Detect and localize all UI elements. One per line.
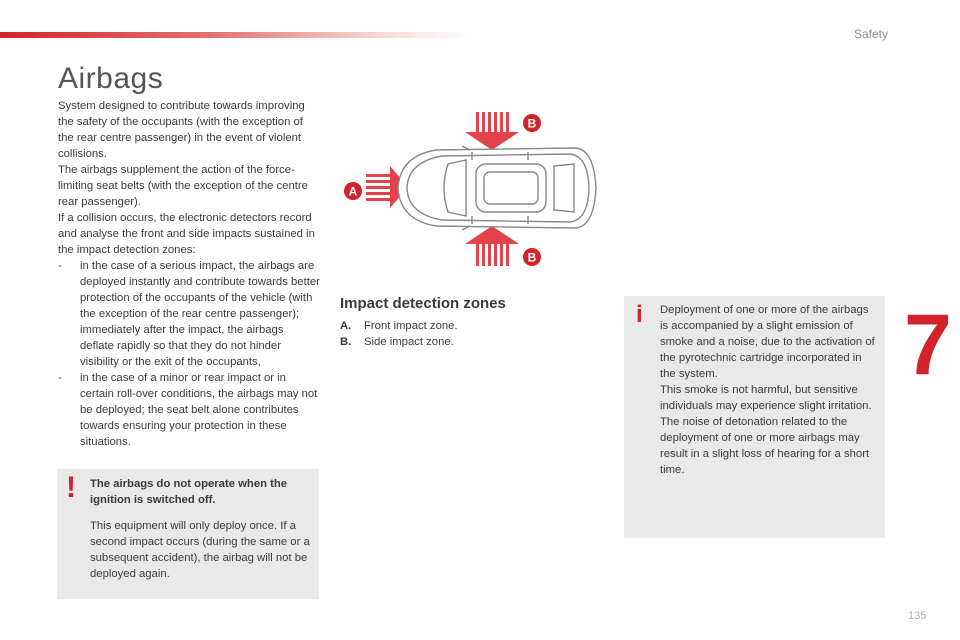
side-impact-arrows-top xyxy=(465,112,519,150)
info-paragraph: The noise of detonation related to the deployment of one or more airbags may result in a slight loss of hearing for a short time. xyxy=(660,416,870,476)
info-box xyxy=(624,296,885,538)
page-number: 135 xyxy=(908,610,927,622)
warning-heading: The airbags do not operate when the ignition is switched off. xyxy=(90,478,288,506)
zone-a-label: A xyxy=(348,184,358,199)
zone-a-marker xyxy=(344,182,362,200)
zone-b-label-bottom: B xyxy=(527,250,537,265)
intro-paragraph: The airbags supplement the action of the force-limiting seat belts (with the exception of the centre rear passenger). xyxy=(58,164,308,208)
warning-text xyxy=(90,476,312,582)
bullet-item: - in the case of a serious impact, the airbags are deployed instantly and contribute towards better protection of the occupants of the vehicle (with the exception of the rear centre passenger); immediately after the impact, the airbags deflate rapidly so that they do not hinder visibility or the exit of the occupants, xyxy=(58,258,320,370)
info-icon: i xyxy=(636,301,643,328)
zone-b-marker-bottom xyxy=(523,248,541,266)
section-label: Safety xyxy=(853,27,888,41)
zone-key: A. xyxy=(340,320,352,332)
warning-box xyxy=(57,469,319,599)
intro-paragraph: System designed to contribute towards improving the safety of the occupants (with the exception of the rear centre passenger) in the event of violent collisions. xyxy=(58,100,305,160)
info-text xyxy=(660,302,878,478)
intro-paragraph: If a collision occurs, the electronic detectors record and analyse the front and side impacts sustained in the impact detection zones: xyxy=(58,212,315,256)
zones-heading: Impact detection zones xyxy=(340,295,506,312)
zone-text: Side impact zone. xyxy=(364,336,454,348)
zone-key: B. xyxy=(340,336,352,348)
side-impact-arrows-bottom xyxy=(465,226,519,266)
warning-body: This equipment will only deploy once. If a second impact occurs (during the same or a subsequent accident), the airbag will not be deployed again. xyxy=(90,520,310,580)
zone-b-marker-top xyxy=(523,114,541,132)
zone-text: Front impact zone. xyxy=(364,320,458,332)
zone-b-label-top: B xyxy=(527,116,537,131)
header-accent-bar xyxy=(0,32,470,38)
car-top-view xyxy=(398,146,596,230)
impact-zones-diagram xyxy=(338,108,608,272)
info-paragraph: Deployment of one or more of the airbags is accompanied by a slight emission of smoke and a noise, due to the activation of the pyrotechnic cartridge incorporated in the system. xyxy=(660,304,875,380)
zones-list xyxy=(340,318,458,350)
chapter-number: 7 xyxy=(904,297,952,393)
bullet-list xyxy=(58,258,320,450)
intro-text xyxy=(58,98,320,450)
info-paragraph: This smoke is not harmful, but sensitive individuals may experience slight irritation. xyxy=(660,384,872,412)
bullet-item: - in the case of a minor or rear impact or in certain roll-over conditions, the airbags may not be deployed; the seat belt alone contributes towards ensuring your protection in these situations. xyxy=(58,370,320,450)
page-title: Airbags xyxy=(58,62,164,95)
zone-item xyxy=(340,334,458,350)
exclamation-icon: ! xyxy=(66,471,76,504)
zone-item xyxy=(340,318,458,334)
